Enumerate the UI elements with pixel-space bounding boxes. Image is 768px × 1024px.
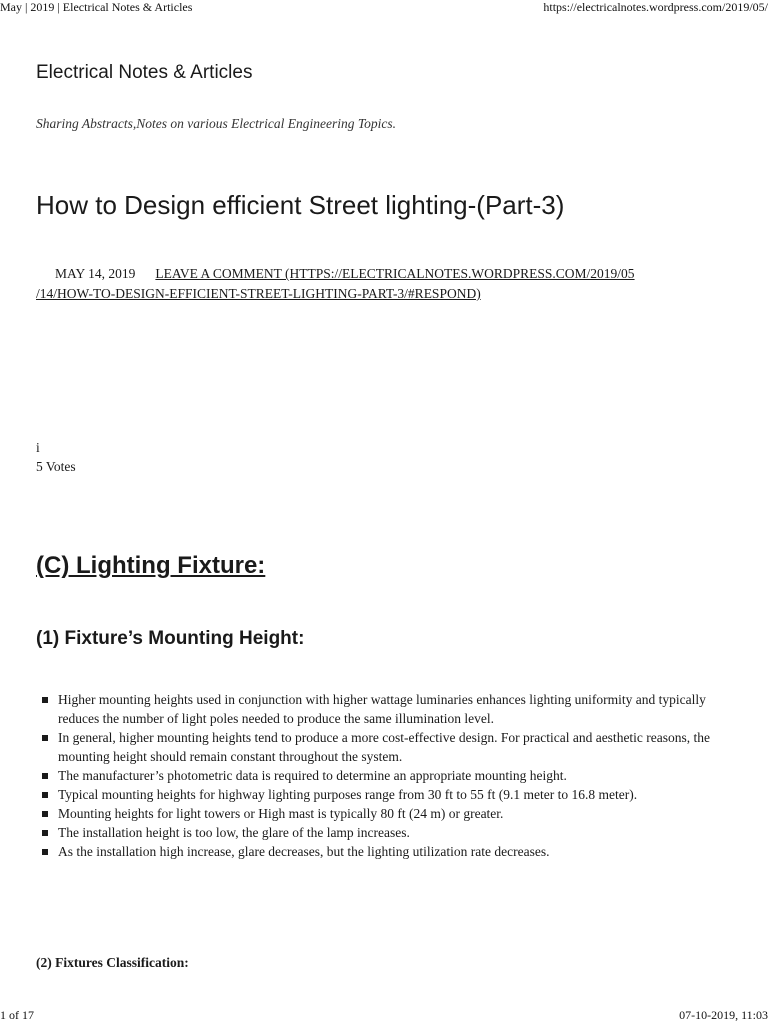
square-bullet-icon: [42, 697, 48, 703]
list-item-text: Higher mounting heights used in conjunction with higher wattage luminaries enhances lighting uniformity and typically reduces the number of light poles needed to produce the same illumination level.: [58, 692, 706, 726]
post-meta: [36, 264, 736, 304]
leave-comment-link-line2: /14/HOW-TO-DESIGN-EFFICIENT-STREET-LIGHTING-PART-3/#RESPOND): [36, 286, 481, 301]
section-2-heading: (2) Fixtures Classification:: [36, 955, 189, 970]
square-bullet-icon: [42, 849, 48, 855]
section-c-heading: (C) Lighting Fixture:: [36, 552, 266, 579]
square-bullet-icon: [42, 792, 48, 798]
list-item: [36, 785, 736, 804]
print-header-url: https://electricalnotes.wordpress.com/2019/05/: [543, 0, 768, 14]
rating-widget: [36, 438, 76, 476]
list-item-text: Mounting heights for light towers or High mast is typically 80 ft (24 m) or greater.: [58, 806, 504, 821]
list-item: [36, 766, 736, 785]
square-bullet-icon: [42, 735, 48, 741]
list-item-text: The installation height is too low, the glare of the lamp increases.: [58, 825, 410, 840]
list-item-text: The manufacturer’s photometric data is required to determine an appropriate mounting height.: [58, 768, 567, 783]
post-date: MAY 14, 2019: [55, 266, 136, 281]
leave-comment-link-line1: LEAVE A COMMENT (HTTPS://ELECTRICALNOTES.WORDPRESS.COM/2019/05: [155, 266, 635, 281]
page-counter: 1 of 17: [0, 1008, 34, 1022]
square-bullet-icon: [42, 830, 48, 836]
rating-info-icon[interactable]: i: [36, 440, 40, 455]
mounting-height-list: [36, 690, 736, 861]
square-bullet-icon: [42, 773, 48, 779]
list-item-text: As the installation high increase, glare decreases, but the lighting utilization rate decreases.: [58, 844, 550, 859]
square-bullet-icon: [42, 811, 48, 817]
list-item-text: In general, higher mounting heights tend to produce a more cost-effective design. For practical and aesthetic reasons, the mounting height should remain constant throughout the system.: [58, 730, 711, 764]
rating-votes: 5 Votes: [36, 459, 76, 474]
print-header: [0, 0, 768, 16]
print-header-title: May | 2019 | Electrical Notes & Articles: [0, 0, 193, 14]
list-item: [36, 804, 736, 823]
list-item: [36, 690, 736, 728]
site-title[interactable]: Electrical Notes & Articles: [36, 62, 253, 83]
list-item-text: Typical mounting heights for highway lighting purposes range from 30 ft to 55 ft (9.1 meter to 16.8 meter).: [58, 787, 638, 802]
list-item: [36, 842, 736, 861]
print-footer: [0, 1008, 768, 1024]
section-1-heading: (1) Fixture’s Mounting Height:: [36, 628, 305, 649]
post-title: How to Design efficient Street lighting-(Part-3): [36, 190, 565, 220]
site-description: Sharing Abstracts,Notes on various Electrical Engineering Topics.: [36, 116, 396, 131]
list-item: [36, 728, 736, 766]
list-item: [36, 823, 736, 842]
print-timestamp: 07-10-2019, 11:03: [679, 1008, 768, 1022]
